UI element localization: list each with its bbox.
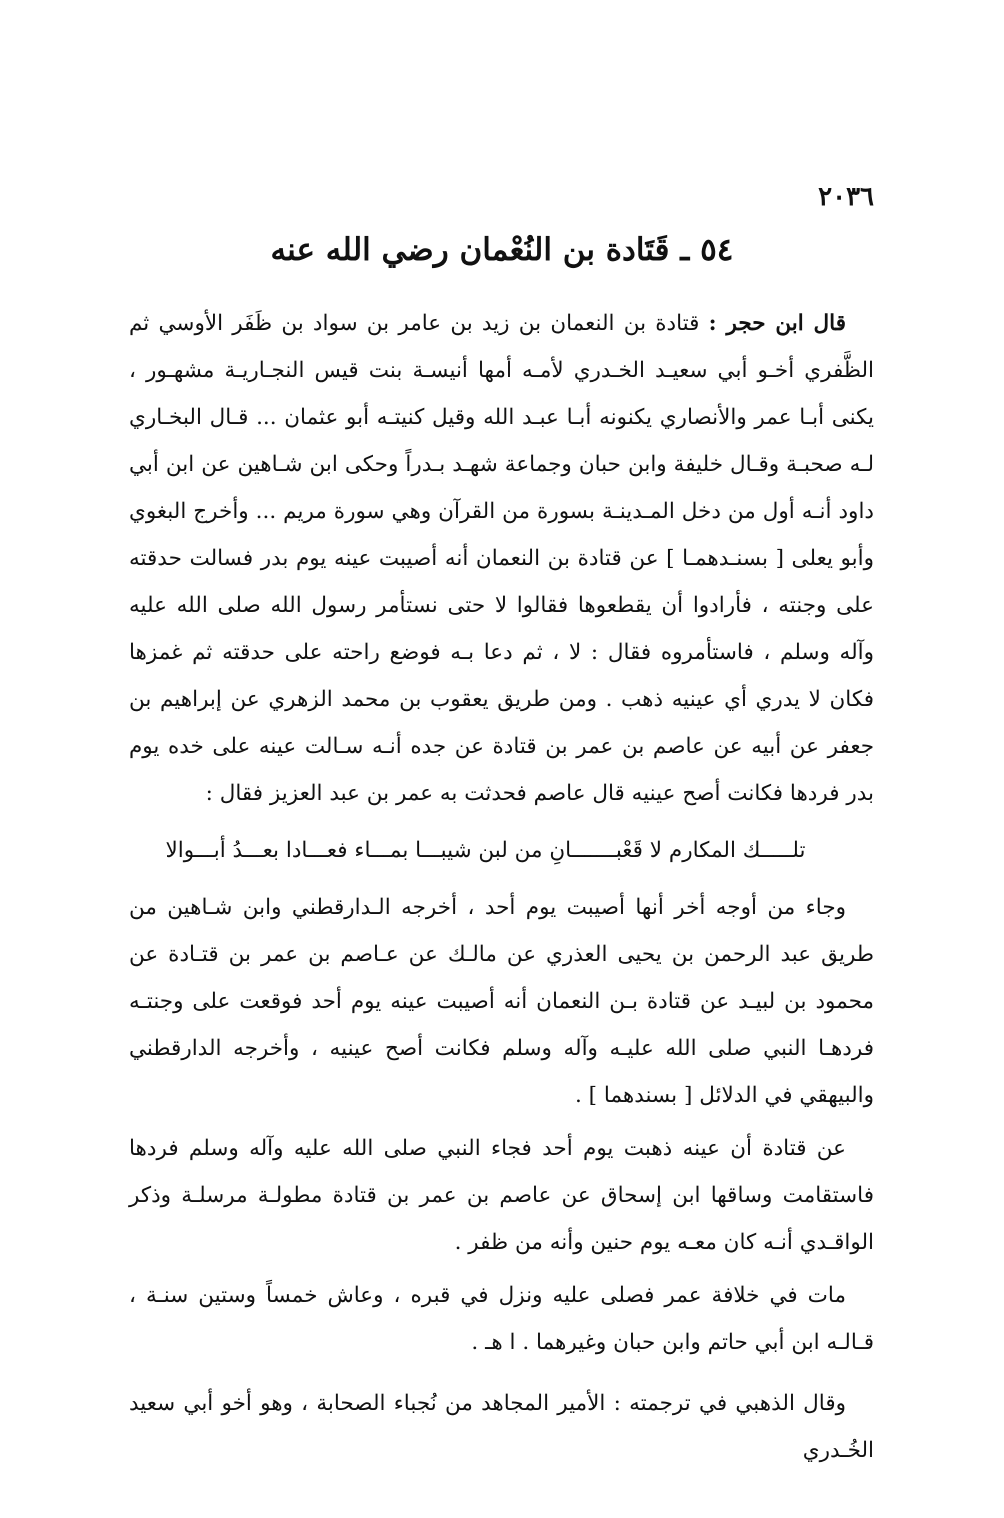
paragraph-death: مات في خلافة عمر فصلى عليه ونزل في قبره ، وعاش خمساً وستين سنـة ، قـالـه ابن أبي حاتم وابن حبان وغيرهما . ا هـ . [129, 1283, 874, 1355]
paragraph-ohod: وجاء من أوجه أخر أنها أصيبت يوم أحد ، أخرجه الـدارقطني وابن شـاهين من طريق عبد الرحمن بن يحيى العذري عن مالـك عن عـاصم بن عمر بن قتـادة عن محمود بن لبيـد عن قتادة بـن النعمان أنه أصيبت عينه يوم أحد فوقعت على وجنتـه فردهـا النبي صلى الله عليـه وآله وسلم فكانت أصح عينيه ، وأخرجه الدارقطني والبيهقي في الدلائل [ بسندهما ] . [129, 895, 874, 1108]
body-text [129, 300, 874, 1474]
poetry-verse: تلـــــك المكارم لا قَعْبـــــــانِ من لبن شيبـــا بمـــاء فعـــادا بعـــدُ أبـــوالا [165, 838, 806, 863]
page-title: ٥٤ ـ قَتَادة بن النُعْمان رضي الله عنه [270, 232, 734, 268]
paragraph-ibn-hajar [129, 300, 874, 817]
paragraph-text: قتادة بن النعمان بن زيد بن عامر بن سواد بن ظَفَر الأوسي ثم الظَّفري أخـو أبي سعيـد الخـدري لأمـه أمها أنيسـة بنت قيس النجـاريـة مشهـور ، يكنى أبـا عمر والأنصاري يكنونه أبـا عبـد الله وقيل كنيتـه أبو عثمان ... قـال البخـاري لـه صحبـة وقـال خليفة وابن حبان وجماعة شهـد بـدراً وحكى ابن شـاهين عن ابن أبي داود أنـه أول من دخل المـدينـة بسورة من القرآن وهي سورة مريم ... وأخرج البغوي وأبو يعلى [ بسنـدهمـا ] عن قتادة بن النعمان أنه أصيبت عينه يوم بدر فسالت حدقته على وجنته ، فأرادوا أن يقطعوها فقالوا لا حتى نستأمر رسول الله صلى الله عليه وآله وسلم ، فاستأمروه فقال : لا ، ثم دعا بـه فوضع راحته على حدقته ثم غمزها فكان لا يدري أي عينيه ذهب . ومن طريق يعقوب بن محمد الزهري عن إبراهيم بن جعفر عن أبيه عن عاصم بن عمر بن قتادة عن جده أنـه سـالت عينه على خده يوم بدر فردها فكانت أصح عينيه قال عاصم فحدثت به عمر بن عبد العزيز فقال : [129, 311, 874, 806]
paragraph-dhahabi: وقال الذهبي في ترجمته : الأمير المجاهد من نُجباء الصحابة ، وهو أخو أبي سعيد الخُـدري [129, 1391, 874, 1463]
paragraph-qatada-eye: عن قتادة أن عينه ذهبت يوم أحد فجاء النبي صلى الله عليه وآله وسلم فردها فاستقامت وساقها ابن إسحاق عن عاصم بن عمر بن قتادة مطولـة مرسلـة وذكر الواقـدي أنـه كان معـه يوم حنين وأنه من ظفر . [129, 1136, 874, 1255]
speaker-label: قال ابن حجر : [708, 311, 846, 336]
page-number: ٢٠٣٦ [818, 182, 874, 212]
